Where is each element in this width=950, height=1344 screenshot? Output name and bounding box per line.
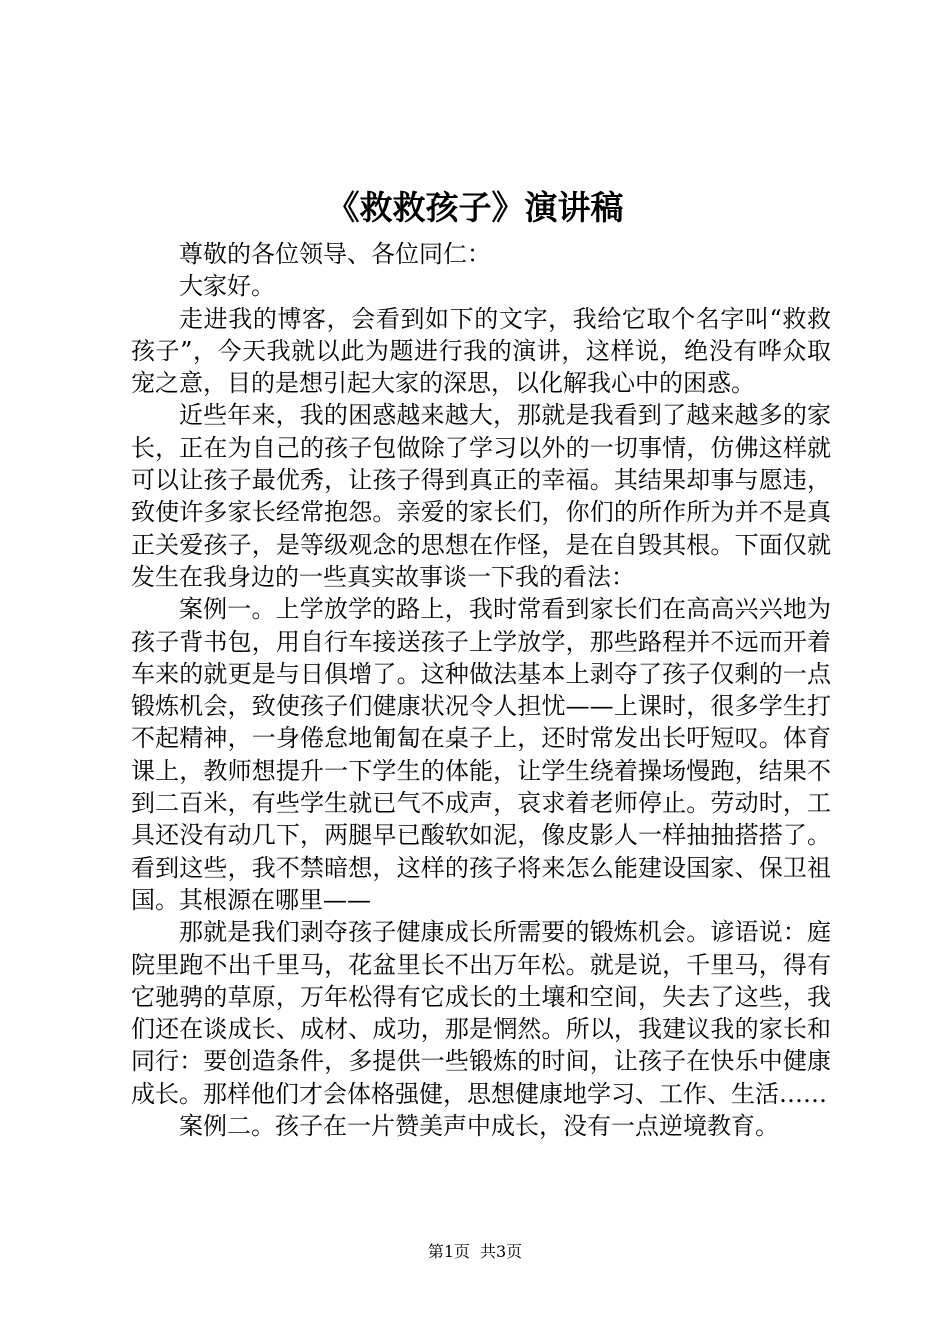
page-number-total: 共3页 [480, 1242, 523, 1261]
page-number-current: 第1页 [427, 1242, 470, 1261]
case-one-paragraph: 案例一。上学放学的路上，我时常看到家长们在高高兴兴地为孩子背书包，用自行车接送孩子上学放学，那些路程并不远而开着车来的就更是与日俱增了。这种做法基本上剥夺了孩子仅剩的一点锻炼机会，致使孩子们健康状况令人担忧——上课时，很多学生打不起精神，一身倦怠地匍匐在桌子上，还时常发出长吁短叹。体育课上，教师想提升一下学生的体能，让学生绕着操场慢跑，结果不到二百米，有些学生就已气不成声，哀求着老师停止。劳动时，工具还没有动几下，两腿早已酸软如泥，像皮影人一样抽抽搭搭了。看到这些，我不禁暗想，这样的孩子将来怎么能建设国家、保卫祖国。其根源在哪里—— [131, 595, 831, 914]
document-title: 《救救孩子》演讲稿 [326, 188, 624, 227]
page-footer [0, 1242, 950, 1262]
case-one-reflection-paragraph: 那就是我们剥夺孩子健康成长所需要的锻炼机会。谚语说：庭院里跑不出千里马，花盆里长不出万年松。就是说，千里马，得有它驰骋的草原，万年松得有它成长的土壤和空间，失去了这些，我们还在谈成长、成材、成功，那是惘然。所以，我建议我的家长和同行：要创造条件，多提供一些锻炼的时间，让孩子在快乐中健康成长。那样他们才会体格强健，思想健康地学习、工作、生活…… [131, 918, 831, 1108]
salutation-paragraph: 尊敬的各位领导、各位同仁： [179, 240, 491, 268]
case-two-paragraph: 案例二。孩子在一片赞美声中成长，没有一点逆境教育。 [179, 1112, 779, 1141]
confusion-paragraph: 近些年来，我的困惑越来越大，那就是我看到了越来越多的家长，正在为自己的孩子包做除了学习以外的一切事情，仿佛这样就可以让孩子最优秀，让孩子得到真正的幸福。其结果却事与愿违，致使许多家长经常抱怨。亲爱的家长们，你们的所作所为并不是真正关爱孩子，是等级观念的思想在作怪，是在自毁其根。下面仅就发生在我身边的一些真实故事谈一下我的看法： [131, 401, 831, 591]
greeting-paragraph: 大家好。 [179, 272, 275, 301]
document-body [131, 238, 831, 1142]
intro-paragraph: 走进我的博客，会看到如下的文字，我给它取个名字叫“救救孩子”，今天我就以此为题进行我的演讲，这样说，绝没有哗众取宠之意，目的是想引起大家的深思，以化解我心中的困惑。 [131, 304, 831, 398]
